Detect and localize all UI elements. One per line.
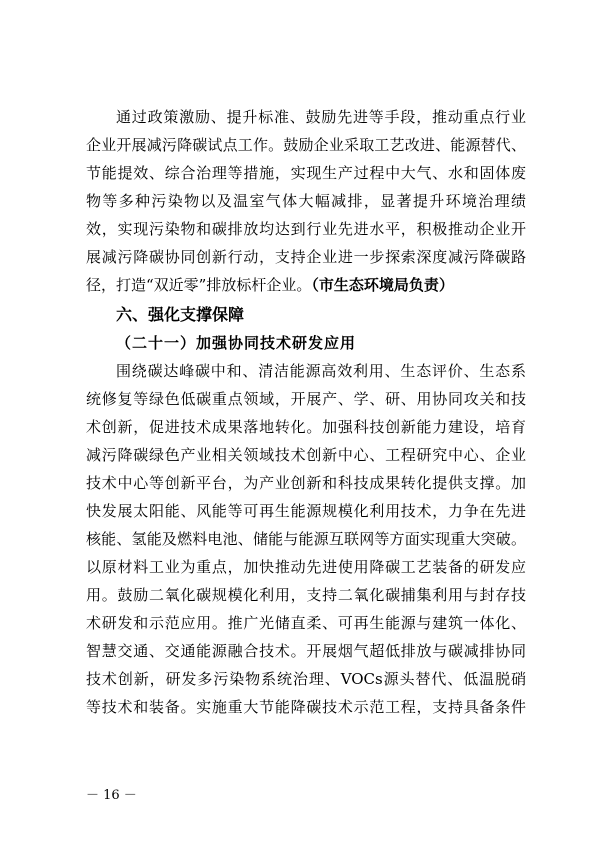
paragraph-line: 节能提效、综合治理等措施，实现生产过程中大气、水和固体废 [86,164,526,182]
paragraph-line: 快发展太阳能、风能等可再生能源规模化利用技术，力争在先进 [86,502,526,520]
paragraph-last-line [86,272,526,298]
paragraph-line: 智慧交通、交通能源融合技术。开展烟气超低排放与碳减排协同 [86,642,526,660]
paragraph-line: 技术中心等创新平台，为产业创新和科技成果转化提供支撑。加 [86,474,526,492]
paragraph-line: 术研发和示范应用。推广光储直柔、可再生能源与建筑一体化、 [86,614,526,632]
paragraph-line: 效，实现污染物和碳排放均达到行业先进水平，积极推动企业开 [86,220,526,238]
paragraph-line: 统修复等绿色低碳重点领域，开展产、学、研、用协同攻关和技 [86,390,526,408]
subsection-heading: （二十一）加强协同技术研发应用 [116,334,357,352]
paragraph-line: 物等多种污染物以及温室气体大幅减排，显著提升环境治理绩 [86,192,526,210]
page-number: － 16 － [86,788,137,803]
paragraph-line: 用。鼓励二氧化碳规模化利用，支持二氧化碳捕集利用与封存技 [86,586,526,604]
paragraph-line: 术创新，促进技术成果落地转化。加强科技创新能力建设，培育 [86,418,526,436]
paragraph-line: 展减污降碳协同创新行动，支持企业进一步探索深度减污降碳路 [86,248,526,266]
paragraph-line: 通过政策激励、提升标准、鼓励先进等手段，推动重点行业 [116,108,526,126]
paragraph-line-text: 径，打造“双近零”排放标杆企业。 [86,276,312,294]
section-heading: 六、强化支撑保障 [116,305,245,324]
paragraph-line: 减污降碳绿色产业相关领域技术创新中心、工程研究中心、企业 [86,446,526,464]
paragraph-line: 围绕碳达峰碳中和、清洁能源高效利用、生态评价、生态系 [116,362,526,380]
paragraph-line: 以原材料工业为重点，加快推动先进使用降碳工艺装备的研发应 [86,558,526,576]
paragraph-line: 技术创新，研发多污染物系统治理、VOCs源头替代、低温脱硝 [86,670,526,688]
paragraph-line: 等技术和装备。实施重大节能降碳技术示范工程，支持具备条件 [86,698,526,716]
paragraph-line: 企业开展减污降碳试点工作。鼓励企业采取工艺改进、能源替代、 [86,136,526,154]
paragraph-line: 核能、氢能及燃料电池、储能与能源互联网等方面实现重大突破。 [86,530,526,548]
responsible-agency: （市生态环境局负责） [311,276,454,294]
